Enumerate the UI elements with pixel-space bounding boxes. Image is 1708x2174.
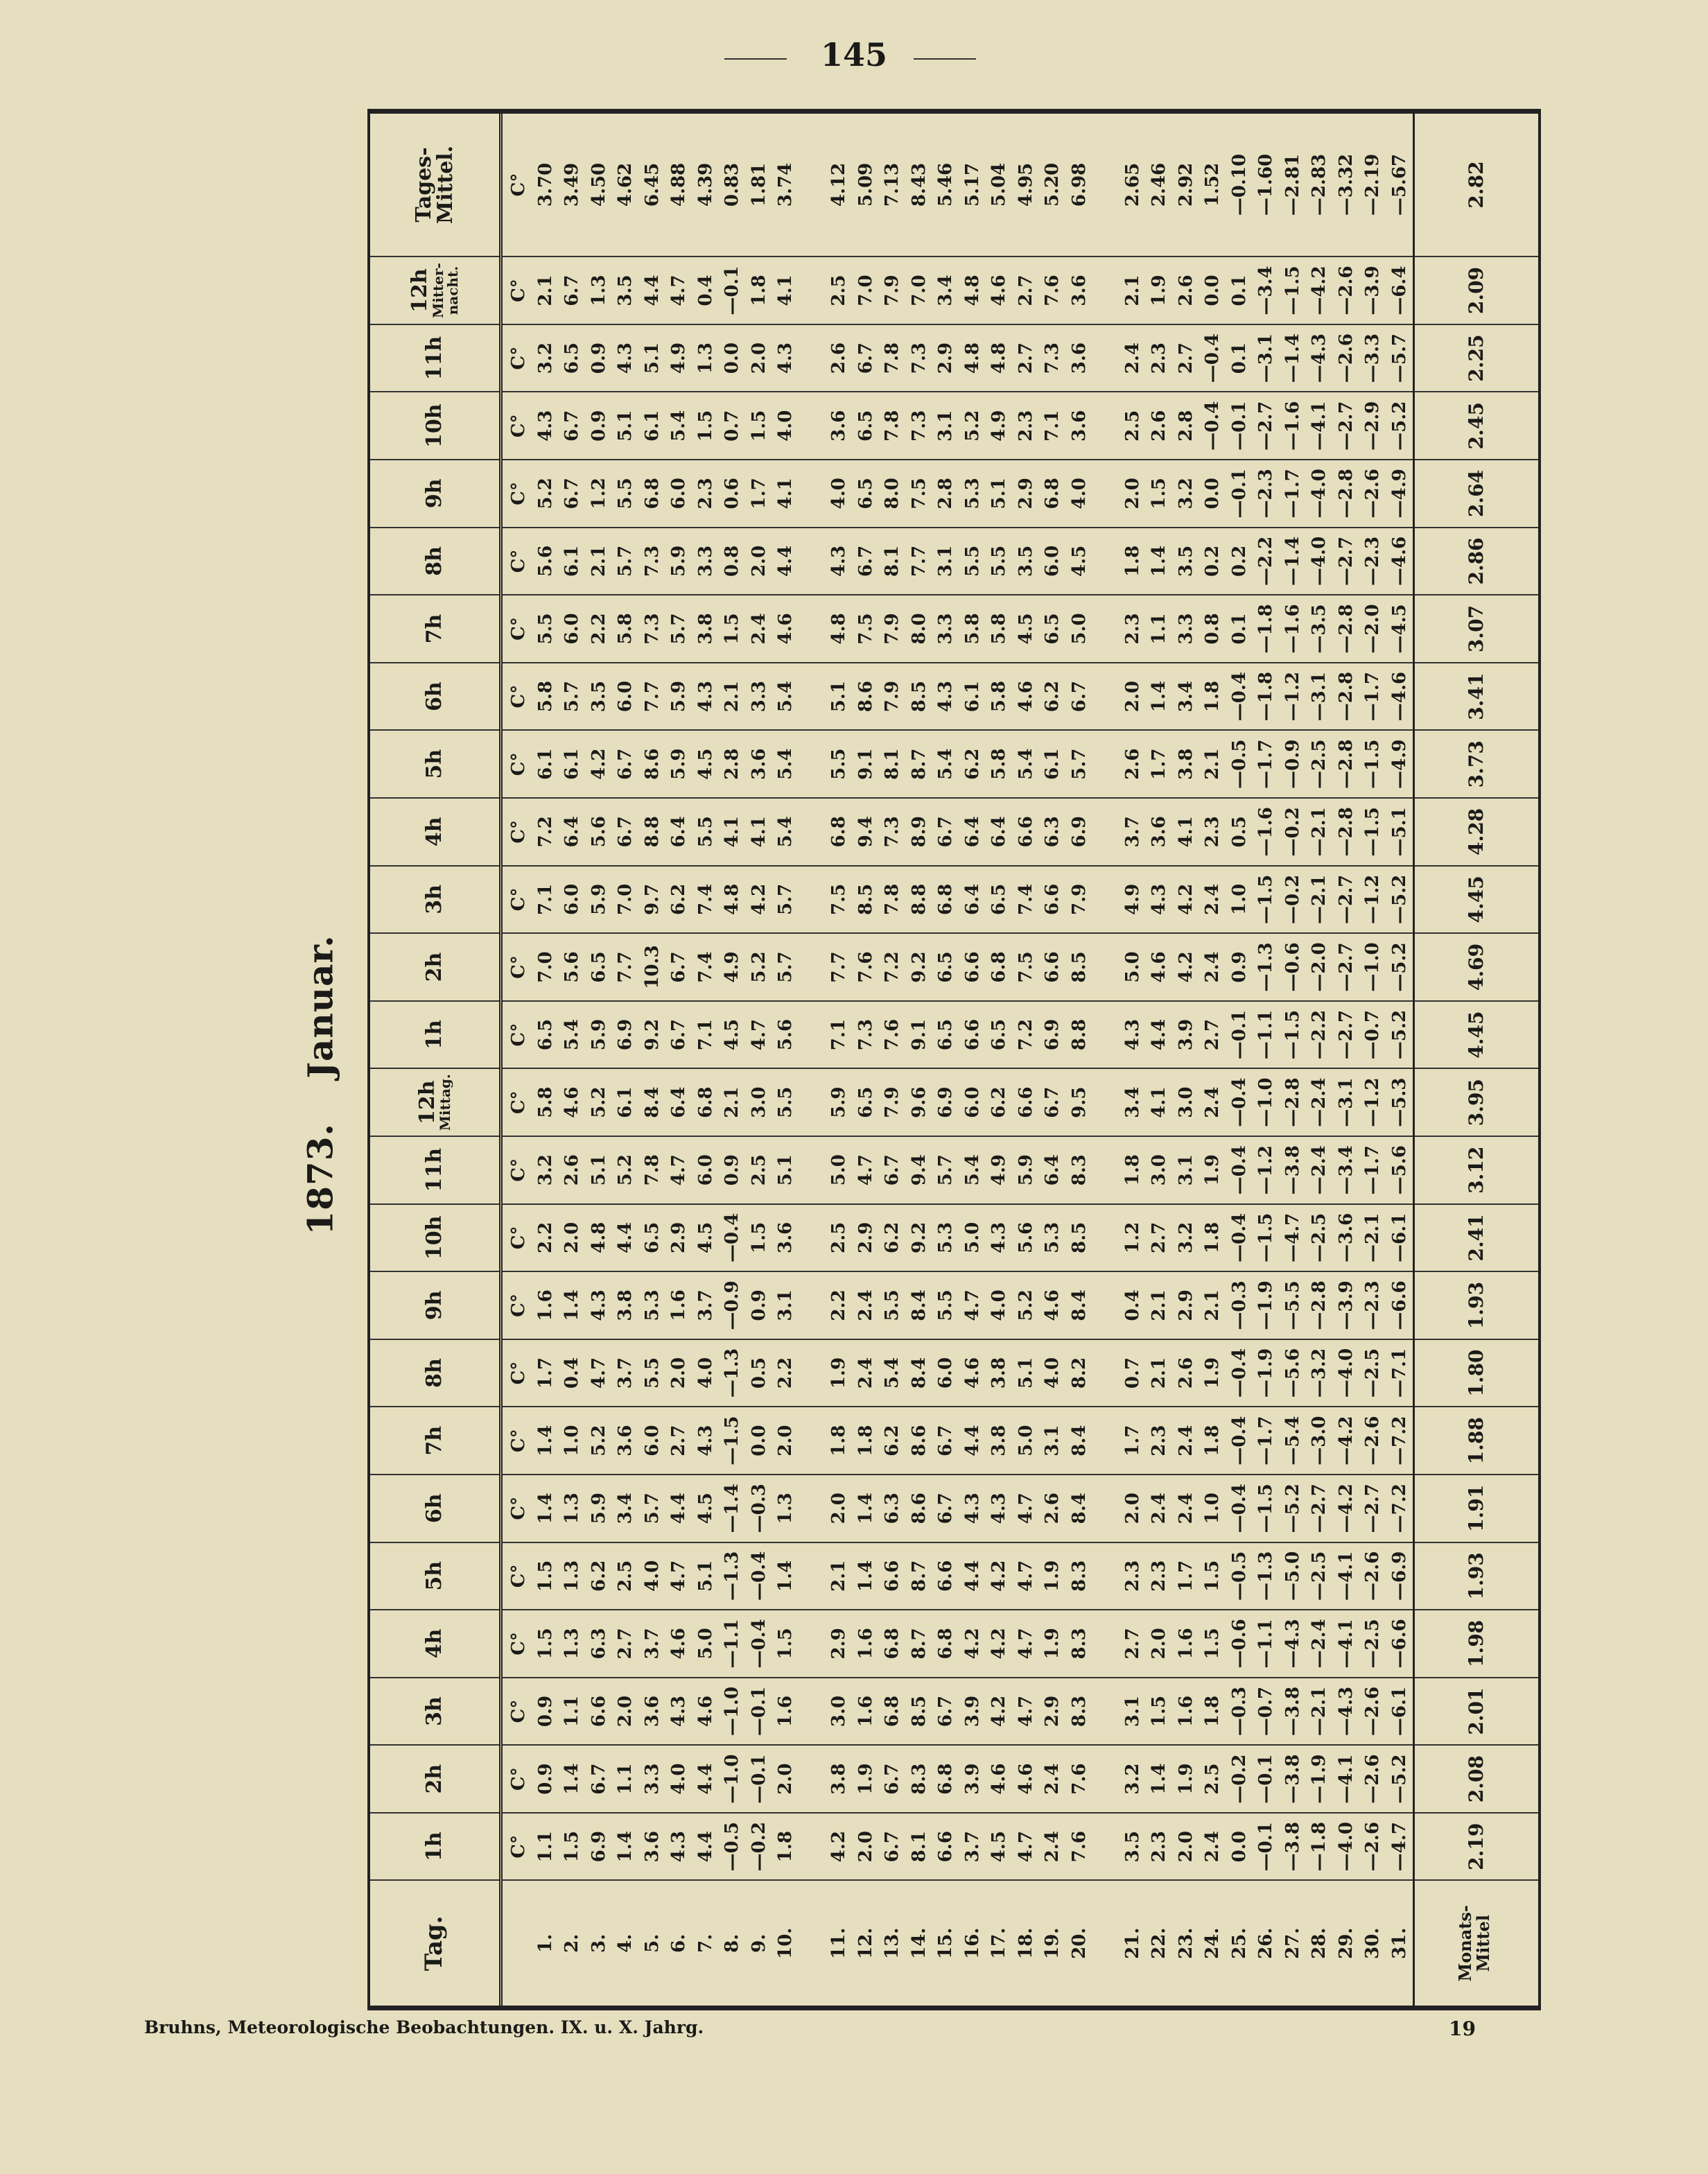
header-hour-label: 2h [422,1764,447,1794]
header-hour-sublabel: Mitter-nacht. [429,263,461,318]
header-hour [369,1745,501,1813]
unit-label: C° [508,1834,529,1859]
hourly-temperature-table [367,109,1541,2010]
column-values: 7.1 6.0 5.9 7.0 9.7 6.2 7.4 4.8 4.2 5.7 7.5 8.5 7.8 8.8 6.8 6.4 6.5 7.4 6.6 7.9 4.9 4.3 4.2 2.4 1.0 —1.5 —0.2 —2.1 —2.7 —1.2 —5.2 [534,874,1410,925]
monthly-mean-value: 2.82 [1414,111,1540,256]
header-hour-label: 8h [422,1358,447,1388]
hourly-values [501,1475,1414,1542]
title-month: Januar. [299,934,341,1079]
hourly-values [501,933,1414,1001]
page-number-dash-right [914,58,976,60]
header-hour [369,528,501,595]
header-hour [369,392,501,460]
daily-mean-values [501,111,1414,256]
monthly-mean-value: 3.95 [1414,1068,1540,1136]
monthly-mean-value: 4.45 [1414,1001,1540,1069]
unit-label: C° [508,1429,529,1452]
hourly-values [501,1068,1414,1136]
header-hour [369,1271,501,1339]
unit-label: C° [508,1158,529,1182]
column-values: 5.8 4.6 5.2 6.1 8.4 6.4 6.8 2.1 3.0 5.5 5.9 6.5 7.9 9.6 6.9 6.0 6.2 6.6 6.7 9.5 3.4 4.1 3.0 2.4 —0.4 —1.0 —2.8 —2.4 —3.1 —1.2 —5.3 [534,1077,1410,1127]
unit-label: C° [508,617,529,641]
hourly-values [501,798,1414,866]
header-hour-label: 10h [422,403,447,449]
unit-label: C° [508,346,529,370]
unit-label: C° [508,1023,529,1047]
monthly-mean-value: 2.09 [1414,256,1540,324]
header-hour [369,1204,501,1272]
header-hour-label: 8h [422,546,447,576]
unit-label: C° [508,1361,529,1385]
header-hour-label: 1h [422,1020,447,1050]
unit-label: C° [508,1294,529,1317]
monthly-mean-value: 1.80 [1414,1339,1540,1407]
header-hour-sublabel: Mittag. [437,1074,454,1131]
header-hour [369,324,501,392]
header-hour [369,1542,501,1610]
page-number: 145 [820,36,888,73]
monthly-mean-value: 4.45 [1414,866,1540,934]
hourly-values [501,1001,1414,1069]
column-values: 1.6 1.4 4.3 3.8 5.3 1.6 3.7 —0.9 0.9 3.1 2.2 2.4 5.5 8.4 5.5 4.7 4.0 5.2 4.6 8.4 0.4 2.1 2.9 2.1 —0.3 —1.9 —5.5 —2.8 —3.9 —2.3 —6.6 [534,1280,1410,1330]
column-values: 5.2 6.7 1.2 5.5 6.8 6.0 2.3 0.6 1.7 4.1 4.0 6.5 8.0 7.5 2.8 5.3 5.1 2.9 6.8 4.0 2.0 1.5 3.2 0.0 —0.1 —2.3 —1.7 —4.0 —2.8 —2.6 —4.9 [534,469,1410,519]
hourly-values [501,1204,1414,1272]
header-hour-label: 11h [422,1147,447,1192]
column-values: 5.6 6.1 2.1 5.7 7.3 5.9 3.3 0.8 2.0 4.4 4.3 6.7 8.1 7.7 3.1 5.5 5.5 3.5 6.0 4.5 1.8 1.4 3.5 0.2 0.2 —2.2 —1.4 —4.0 —2.7 —2.3 —4.6 [534,536,1410,586]
hourly-values [501,1271,1414,1339]
column-values: 3.70 3.49 4.50 4.62 6.45 4.88 4.39 0.83 1.81 3.74 4.12 5.09 7.13 8.43 5.46 5.17 5.04 4.95 5.20 6.98 2.65 2.46 2.92 1.52 —0.10 —1.60 —2.81 —2.83 —3.32 —2.19 —5.67 [534,153,1410,216]
hourly-values [501,866,1414,934]
monthly-mean-value: 2.64 [1414,460,1540,528]
header-hour [369,1407,501,1475]
column-values: 7.0 5.6 6.5 7.7 10.3 6.7 7.4 4.9 5.2 5.7 7.7 7.6 7.2 9.2 6.5 6.6 6.8 7.5 6.6 8.5 5.0 4.6 4.2 2.4 0.9 —1.3 —0.6 —2.0 —2.7 —1.0 —5.2 [534,942,1410,992]
column-values: 1.4 1.3 5.9 3.4 5.7 4.4 4.5 —1.4 —0.3 1.3 2.0 1.4 6.3 8.6 6.7 4.3 4.3 4.7 2.6 8.4 2.0 2.4 2.4 1.0 —0.4 —1.5 —5.2 —2.7 —4.2 —2.7 —7.2 [534,1484,1410,1533]
unit-label: C° [508,279,529,302]
hourly-values [501,256,1414,324]
column-values: 2.1 6.7 1.3 3.5 4.4 4.7 0.4 —0.1 1.8 4.1 2.5 7.0 7.9 7.0 3.4 4.8 4.6 2.7 7.6 3.6 2.1 1.9 2.6 0.0 0.1 —3.4 —1.5 —4.2 —2.6 —3.9 —6.4 [534,266,1410,315]
header-hour-label: 7h [422,614,447,644]
hourly-values [501,730,1414,798]
column-values: 4.3 6.7 0.9 5.1 6.1 5.4 1.5 0.7 1.5 4.0 3.6 6.5 7.8 7.3 3.1 5.2 4.9 2.3 7.1 3.6 2.5 2.6 2.8 —0.4 —0.1 —2.7 —1.6 —4.1 —2.7 —2.9 —5.2 [534,401,1410,451]
header-hour [369,730,501,798]
header-tag: Tag. [369,1881,501,2008]
column-values: 5.5 6.0 2.2 5.8 7.3 5.7 3.8 1.5 2.4 4.6 4.8 7.5 7.9 8.0 3.3 5.8 5.8 4.5 6.5 5.0 2.3 1.1 3.3 0.8 0.1 —1.8 —1.6 —3.5 —2.8 —2.0 —4.5 [534,604,1410,654]
monthly-mean-value: 2.25 [1414,324,1540,392]
header-hour-label: 9h [422,478,447,509]
unit-label: C° [508,819,529,844]
mean-label: Monats-Mittel [1455,1905,1494,1982]
header-hour [369,1475,501,1542]
header-hour [369,460,501,528]
header-hour [369,933,501,1001]
monthly-mean-row [1414,111,1540,2008]
header-hour-label: 1h [422,1832,447,1862]
unit-label: C° [508,1496,529,1520]
header-hour-label: 3h [422,885,447,914]
unit-label: C° [508,955,529,979]
day-numbers: 1. 2. 3. 4. 5. 6. 7. 8. 9. 10. 11. 12. 13. 14. 15. 16. 17. 18. 19. 20. 21. 22. 23. 24. 25. 26. 27. 28. 29. 30. 31. [534,1927,1410,1959]
monthly-mean-value: 3.12 [1414,1136,1540,1204]
hourly-values [501,1542,1414,1610]
header-hour-label: 4h [422,817,447,847]
header-hour [369,866,501,934]
unit-label: C° [508,1767,529,1791]
hourly-values [501,392,1414,460]
header-hour [369,1001,501,1069]
monthly-mean-value: 4.28 [1414,798,1540,866]
header-hour [369,1678,501,1746]
header-hour [369,256,501,324]
hourly-values [501,460,1414,528]
footer-citation: Bruhns, Meteorologische Beobachtungen. IX. u. X. Jahrg. [144,2017,704,2037]
unit-label: C° [508,887,529,912]
footer-sheet-number: 19 [1449,2017,1476,2040]
header-hour-label: 6h [422,1493,447,1524]
hourly-values [501,1813,1414,1881]
hourly-values [501,1678,1414,1746]
unit-label: C° [508,173,529,197]
header-hour-label: 5h [422,1560,447,1591]
column-values: 1.5 1.3 6.3 2.7 3.7 4.6 5.0 —1.1 —0.4 1.5 2.9 1.6 6.8 8.7 6.8 4.2 4.2 4.7 1.9 8.3 2.7 2.0 1.6 1.5 —0.6 —1.1 —4.3 —2.4 —4.1 —2.5 —6.6 [534,1619,1410,1669]
monthly-mean-value: 3.07 [1414,595,1540,663]
unit-label: C° [508,414,529,438]
unit-label: C° [508,481,529,505]
monthly-mean-value: 2.45 [1414,392,1540,460]
header-hour [369,1068,501,1136]
temperature-table-container [367,111,1494,2010]
monthly-mean-value: 2.41 [1414,1204,1540,1272]
column-values: 7.2 6.4 5.6 6.7 8.8 6.4 5.5 4.1 4.1 5.4 6.8 9.4 7.3 8.9 6.7 6.4 6.4 6.6 6.3 6.9 3.7 3.6 4.1 2.3 0.5 —1.6 —0.2 —2.1 —2.8 —1.5 —5.1 [534,807,1410,857]
column-values: 1.5 1.3 6.2 2.5 4.0 4.7 5.1 —1.3 —0.4 1.4 2.1 1.4 6.6 8.7 6.6 4.4 4.2 4.7 1.9 8.3 2.3 2.3 1.7 1.5 —0.5 —1.3 —5.0 —2.5 —4.1 —2.6 —6.9 [534,1551,1410,1601]
header-hour [369,798,501,866]
monthly-mean-value: 3.73 [1414,730,1540,798]
hourly-values [501,1745,1414,1813]
monthly-mean-value: 2.86 [1414,528,1540,595]
hourly-values [501,1339,1414,1407]
hourly-values [501,324,1414,392]
header-hour [369,1339,501,1407]
unit-label: C° [508,1226,529,1250]
header-hour-label: 12h [408,268,433,313]
hourly-values [501,1407,1414,1475]
header-hour [369,595,501,663]
unit-label: C° [508,684,529,708]
unit-label: C° [508,1632,529,1655]
unit-label: C° [508,1564,529,1588]
header-hour [369,1610,501,1678]
day-list [501,1881,1414,2008]
column-values: 6.1 6.1 4.2 6.7 8.6 5.9 4.5 2.8 3.6 5.4 5.5 9.1 8.1 8.7 5.4 6.2 5.8 5.4 6.1 5.7 2.6 1.7 3.8 2.1 —0.5 —1.7 —0.9 —2.5 —2.8 —1.5 —4.9 [534,739,1410,789]
header-daily-mean: Tages-Mittel. [369,111,501,256]
monthly-mean-value: 1.93 [1414,1271,1540,1339]
header-hour-label: 11h [422,336,447,381]
column-values: 3.2 6.5 0.9 4.3 5.1 4.9 1.3 0.0 2.0 4.3 2.6 6.7 7.8 7.3 2.9 4.8 4.8 2.7 7.3 3.6 2.4 2.3 2.7 —0.4 0.1 —3.1 —1.4 —4.3 —2.6 —3.3 —5.7 [534,333,1410,383]
column-values: 0.9 1.1 6.6 2.0 3.6 4.3 4.6 —1.0 —0.1 1.6 3.0 1.6 6.8 8.5 6.7 3.9 4.2 4.7 2.9 8.3 3.1 1.5 1.6 1.8 —0.3 —0.7 —3.8 —2.1 —4.3 —2.6 —6.1 [534,1686,1410,1737]
header-hour [369,1813,501,1881]
column-values: 1.4 1.0 5.2 3.6 6.0 2.7 4.3 —1.5 0.0 2.0 1.8 1.8 6.2 8.6 6.7 4.4 3.8 5.0 3.1 8.4 1.7 2.3 2.4 1.8 —0.4 —1.7 —5.4 —3.0 —4.2 —2.6 —7.2 [534,1416,1410,1466]
title-year: 1873. [299,1123,341,1235]
header-hour [369,663,501,731]
header-hour-label: 4h [422,1628,447,1659]
hourly-values [501,528,1414,595]
hourly-values [501,663,1414,731]
column-values: 3.2 2.6 5.1 5.2 7.8 4.7 6.0 0.9 2.5 5.1 5.0 4.7 6.7 9.4 5.7 5.4 4.9 5.9 6.4 8.3 1.8 3.0 3.1 1.9 —0.4 —1.2 —3.8 —2.4 —3.4 —1.7 —5.6 [534,1145,1410,1195]
monthly-mean-value: 4.69 [1414,933,1540,1001]
header-hour-label: 3h [422,1696,447,1726]
unit-label: C° [508,1090,529,1115]
monthly-mean-value: 2.19 [1414,1813,1540,1881]
monthly-mean-value: 1.98 [1414,1610,1540,1678]
header-hour-label: 12h [415,1080,439,1124]
monthly-mean-value: 1.91 [1414,1475,1540,1542]
column-values: 0.9 1.4 6.7 1.1 3.3 4.0 4.4 —1.0 —0.1 2.0 3.8 1.9 6.7 8.3 6.8 3.9 4.6 4.6 2.4 7.6 3.2 1.4 1.9 2.5 —0.2 —0.1 —3.8 —1.9 —4.1 —2.6 —5.2 [534,1754,1410,1804]
mean-label-cell [1414,1881,1540,2008]
column-values: 1.7 0.4 4.7 3.7 5.5 2.0 4.0 —1.3 0.5 2.2 1.9 2.4 5.4 8.4 6.0 4.6 3.8 5.1 4.0 8.2 0.7 2.1 2.6 1.9 —0.4 —1.9 —5.6 —3.2 —4.0 —2.5 —7.1 [534,1348,1410,1398]
header-hour-label: 6h [422,681,447,711]
monthly-mean-value: 2.08 [1414,1745,1540,1813]
hourly-values [501,1610,1414,1678]
hourly-values [501,595,1414,663]
hourly-values [501,1136,1414,1204]
header-hour-label: 10h [422,1215,447,1260]
monthly-mean-value: 2.01 [1414,1678,1540,1746]
header-hour-label: 5h [422,749,447,779]
table-header-row [369,111,501,2008]
monthly-mean-value: 1.93 [1414,1542,1540,1610]
header-hour-label: 7h [422,1425,447,1456]
column-values: 1.1 1.5 6.9 1.4 3.6 4.3 4.4 —0.5 —0.2 1.8 4.2 2.0 6.7 8.1 6.6 3.7 4.5 4.7 2.4 7.6 3.5 2.3 2.0 2.4 0.0 —0.1 —3.8 —1.8 —4.0 —2.6 —4.7 [534,1822,1410,1872]
column-values: 2.2 2.0 4.8 4.4 6.5 2.9 4.5 —0.4 1.5 3.6 2.5 2.9 6.2 9.2 5.3 5.0 4.3 5.6 5.3 8.5 1.2 2.7 3.2 1.8 —0.4 —1.5 —4.7 —2.5 —3.6 —2.1 —6.1 [534,1212,1410,1262]
header-hour-label: 9h [422,1290,447,1321]
unit-label: C° [508,549,529,573]
monthly-mean-value: 3.41 [1414,663,1540,731]
column-values: 6.5 5.4 5.9 6.9 9.2 6.7 7.1 4.5 4.7 5.6 7.1 7.3 7.6 9.1 6.5 6.6 6.5 7.2 6.9 8.8 4.3 4.4 3.9 2.7 —0.1 —1.1 —1.5 —2.2 —2.7 —0.7 —5.2 [534,1009,1410,1060]
header-hour-label: 2h [422,952,447,982]
monthly-mean-value: 1.88 [1414,1407,1540,1475]
column-values: 5.8 5.7 3.5 6.0 7.7 5.9 4.3 2.1 3.3 5.4 5.1 8.6 7.9 8.5 4.3 6.1 5.8 4.6 6.2 6.7 2.0 1.4 3.4 1.8 —0.4 —1.8 —1.2 —3.1 —2.8 —1.7 —4.6 [534,672,1410,722]
header-hour [369,1136,501,1204]
table-data-row [501,111,1414,2008]
unit-label: C° [508,1699,529,1723]
unit-label: C° [508,752,529,776]
